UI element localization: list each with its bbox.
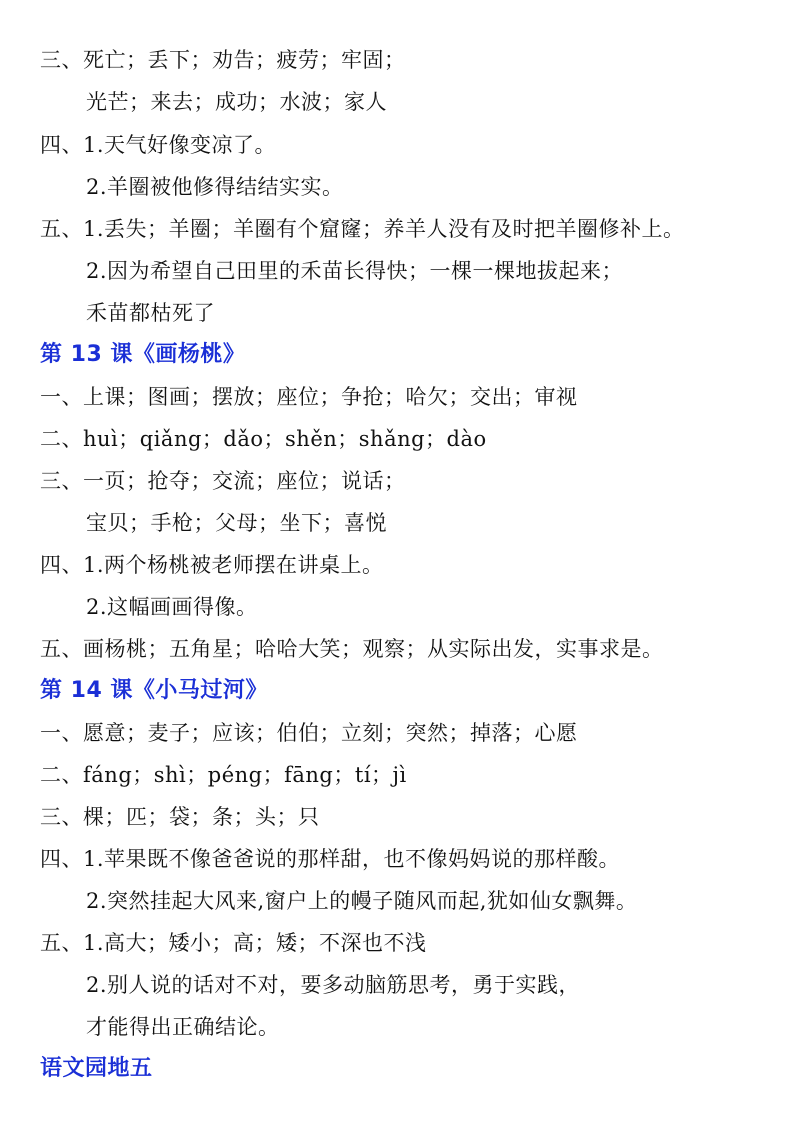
line-5: 五、1.丢失；羊圈；羊圈有个窟窿；养羊人没有及时把羊圈修补上。	[40, 217, 685, 241]
line-11: 三、一页；抢夺；交流；座位；说话；	[40, 469, 406, 493]
line-4: 2.羊圈被他修得结结实实。	[86, 175, 344, 199]
line-6: 2.因为希望自己田里的禾苗长得快；一棵一棵地拔起来；	[86, 259, 624, 283]
line-7: 禾苗都枯死了	[86, 301, 215, 325]
line-1: 三、死亡；丢下；劝告；疲劳；牢固；	[40, 48, 406, 72]
section-heading-lesson-14: 第 14 课《小马过河》	[40, 678, 268, 703]
line-17: 一、愿意；麦子；应该；伯伯；立刻；突然；掉落；心愿	[40, 721, 578, 745]
section-heading-lesson-13: 第 13 课《画杨桃》	[40, 342, 246, 367]
line-21: 2.突然挂起大风来,窗户上的幔子随风而起,犹如仙女飘舞。	[86, 889, 638, 913]
line-12: 宝贝；手枪；父母；坐下；喜悦	[86, 511, 387, 535]
line-15: 五、画杨桃；五角星；哈哈大笑；观察；从实际出发，实事求是。	[40, 637, 664, 661]
line-22: 五、1.高大；矮小；高；矮；不深也不浅	[40, 931, 427, 955]
line-19: 三、棵；匹；袋；条；头；只	[40, 805, 320, 829]
line-9: 一、上课；图画；摆放；座位；争抢；哈欠；交出；审视	[40, 385, 578, 409]
line-2: 光芒；来去；成功；水波；家人	[86, 90, 387, 114]
line-23: 2.别人说的话对不对，要多动脑筋思考，勇于实践，	[86, 973, 581, 997]
section-heading-chinese-garden-5: 语文园地五	[40, 1056, 153, 1081]
line-20: 四、1.苹果既不像爸爸说的那样甜，也不像妈妈说的那样酸。	[40, 847, 621, 871]
line-18: 二、fáng；shì；péng；fāng；tí；jì	[40, 763, 407, 787]
line-13: 四、1.两个杨桃被老师摆在讲桌上。	[40, 553, 384, 577]
line-3: 四、1.天气好像变凉了。	[40, 133, 277, 157]
line-10: 二、huì；qiǎng；dǎo；shěn；shǎng；dào	[40, 427, 487, 451]
line-14: 2.这幅画画得像。	[86, 595, 258, 619]
line-24: 才能得出正确结论。	[86, 1015, 280, 1039]
